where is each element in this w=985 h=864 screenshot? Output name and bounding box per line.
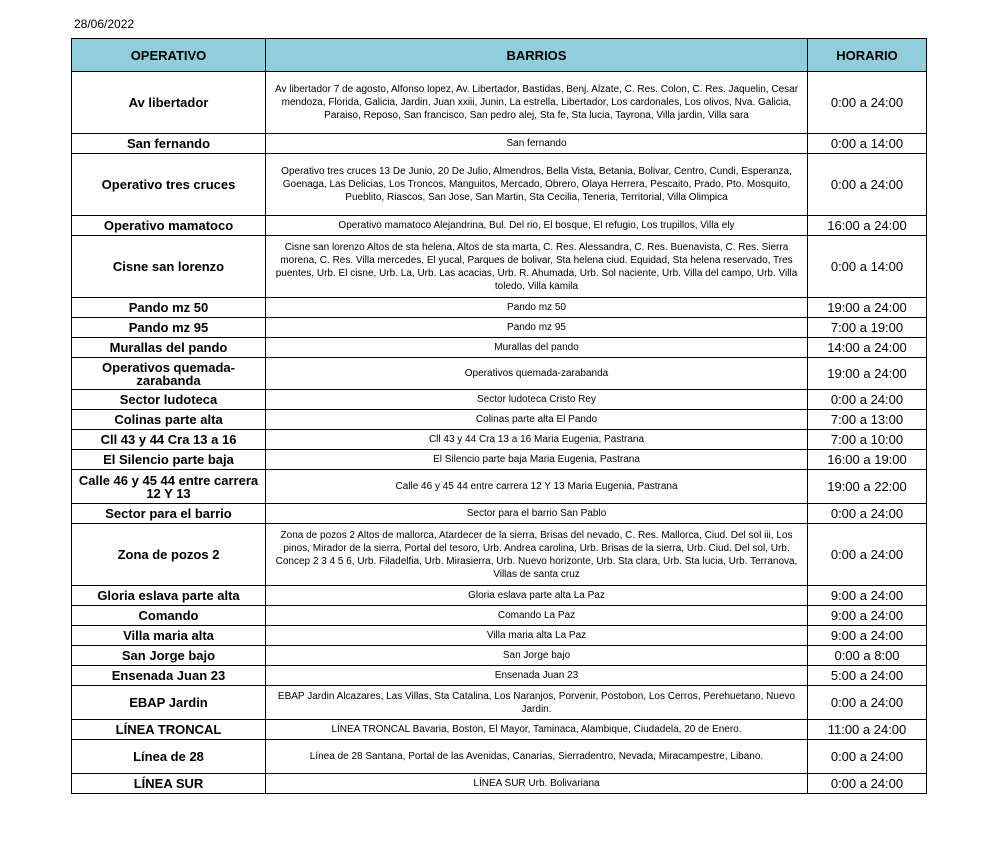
table-row [72, 586, 927, 606]
cell-horario: 16:00 a 19:00 [808, 450, 927, 470]
cell-barrios: Operativo tres cruces 13 De Junio, 20 De Julio, Almendros, Bella Vista, Betania, Bolivar, Centro, Cundi, Esperanza, Goenaga, Las Delicias, Los Troncos, Manguitos, Mercado, Obrero, Olaya Herrera, Pescaito, Prado, Pto. Mosquito, Pueblito, Riascos, San Jose, San Martin, Sta Cecilia, Teneria, Territorial, Villa Olimpica [266, 154, 808, 216]
cell-horario: 9:00 a 24:00 [808, 606, 927, 626]
cell-horario: 0:00 a 8:00 [808, 646, 927, 666]
report-date: 28/06/2022 [74, 17, 135, 31]
table-row [72, 470, 927, 504]
table-row [72, 504, 927, 524]
cell-operativo: LÍNEA TRONCAL [72, 720, 266, 740]
table-row [72, 646, 927, 666]
table-row [72, 390, 927, 410]
table-row [72, 154, 927, 216]
cell-operativo: Murallas del pando [72, 338, 266, 358]
cell-horario: 0:00 a 24:00 [808, 740, 927, 774]
cell-barrios: San fernando [266, 134, 808, 154]
cell-operativo: San Jorge bajo [72, 646, 266, 666]
table-row [72, 430, 927, 450]
cell-barrios: Cisne san lorenzo Altos de sta helena, Altos de sta marta, C. Res. Alessandra, C. Res. Buenavista, C. Res. Sierra morena, C. Res. Villa mercedes, El yucal, Parques de bolivar, Sta helena ciud. Equidad, Sta helena reservado, Tres puentes, Urb. El cisne, Urb. La, Urb. Las acacias, Urb. R. Ahumada, Urb. Sol naciente, Urb. Villa del campo, Urb. Villa toledo, Villa kamila [266, 236, 808, 298]
table-row [72, 134, 927, 154]
table-row [72, 72, 927, 134]
cell-barrios: Comando La Paz [266, 606, 808, 626]
cell-horario: 0:00 a 24:00 [808, 72, 927, 134]
cell-operativo: Línea de 28 [72, 740, 266, 774]
cell-barrios: El Silencio parte baja Maria Eugenia, Pastrana [266, 450, 808, 470]
table-row [72, 216, 927, 236]
cell-horario: 9:00 a 24:00 [808, 626, 927, 646]
cell-operativo: Operativos quemada-zarabanda [72, 358, 266, 390]
cell-operativo: San fernando [72, 134, 266, 154]
table-row [72, 358, 927, 390]
cell-barrios: Pando mz 50 [266, 298, 808, 318]
table-row [72, 318, 927, 338]
table-header [72, 39, 927, 72]
cell-operativo: Cisne san lorenzo [72, 236, 266, 298]
cell-barrios: Ensenada Juan 23 [266, 666, 808, 686]
cell-barrios: EBAP Jardin Alcazares, Las Villas, Sta Catalina, Los Naranjos, Porvenir, Postobon, Los Cerros, Perehuetano, Nuevo Jardin. [266, 686, 808, 720]
cell-horario: 19:00 a 22:00 [808, 470, 927, 504]
table-row [72, 740, 927, 774]
cell-horario: 16:00 a 24:00 [808, 216, 927, 236]
cell-barrios: Villa maria alta La Paz [266, 626, 808, 646]
cell-barrios: Pando mz 95 [266, 318, 808, 338]
cell-operativo: Villa maria alta [72, 626, 266, 646]
cell-horario: 0:00 a 24:00 [808, 390, 927, 410]
cell-operativo: Sector ludoteca [72, 390, 266, 410]
cell-operativo: Cll 43 y 44 Cra 13 a 16 [72, 430, 266, 450]
cell-horario: 0:00 a 14:00 [808, 236, 927, 298]
schedule-table [71, 38, 927, 794]
cell-horario: 11:00 a 24:00 [808, 720, 927, 740]
cell-operativo: Zona de pozos 2 [72, 524, 266, 586]
cell-operativo: Sector para el barrio [72, 504, 266, 524]
cell-operativo: Gloria eslava parte alta [72, 586, 266, 606]
table-row [72, 236, 927, 298]
cell-operativo: Calle 46 y 45 44 entre carrera 12 Y 13 [72, 470, 266, 504]
cell-barrios: Sector para el barrio San Pablo [266, 504, 808, 524]
cell-operativo: EBAP Jardin [72, 686, 266, 720]
cell-barrios: Sector ludoteca Cristo Rey [266, 390, 808, 410]
cell-horario: 19:00 a 24:00 [808, 358, 927, 390]
cell-operativo: Pando mz 50 [72, 298, 266, 318]
cell-operativo: Operativo tres cruces [72, 154, 266, 216]
table-row [72, 338, 927, 358]
table-row [72, 666, 927, 686]
table-row [72, 606, 927, 626]
cell-horario: 0:00 a 24:00 [808, 686, 927, 720]
cell-horario: 19:00 a 24:00 [808, 298, 927, 318]
cell-operativo: Ensenada Juan 23 [72, 666, 266, 686]
cell-barrios: Murallas del pando [266, 338, 808, 358]
table-row [72, 626, 927, 646]
cell-horario: 0:00 a 14:00 [808, 134, 927, 154]
table-row [72, 524, 927, 586]
cell-horario: 14:00 a 24:00 [808, 338, 927, 358]
cell-operativo: Av libertador [72, 72, 266, 134]
header-horario: HORARIO [808, 39, 927, 72]
cell-barrios: Línea de 28 Santana, Portal de las Avenidas, Canarias, Sierradentro, Nevada, Miracampestre, Libano. [266, 740, 808, 774]
cell-operativo: Pando mz 95 [72, 318, 266, 338]
header-row [72, 39, 927, 72]
table-row [72, 720, 927, 740]
table-row [72, 686, 927, 720]
cell-horario: 7:00 a 19:00 [808, 318, 927, 338]
table-row [72, 298, 927, 318]
table-row [72, 450, 927, 470]
table-body [72, 72, 927, 794]
cell-barrios: LÍNEA SUR Urb. Bolivariana [266, 774, 808, 794]
cell-barrios: Colinas parte alta El Pando [266, 410, 808, 430]
cell-barrios: Operativo mamatoco Alejandrina, Bul. Del rio, El bosque, El refugio, Los trupillos, Villa ely [266, 216, 808, 236]
cell-barrios: Operativos quemada-zarabanda [266, 358, 808, 390]
cell-barrios: Av libertador 7 de agosto, Alfonso lopez, Av. Libertador, Bastidas, Benj. Alzate, C. Res. Colon, C. Res. Jaquelin, Cesar mendoza, Florida, Galicia, Jardin, Juan xxiii, Junin, La estrella, Libertador, Los cardonales, Los olivos, Nva. Galicia, Paraiso, Reposo, San francisco, San pedro alej, Sta fe, Sta lucia, Tayrona, Villa jardin, Villa sara [266, 72, 808, 134]
cell-horario: 7:00 a 10:00 [808, 430, 927, 450]
cell-operativo: Operativo mamatoco [72, 216, 266, 236]
header-barrios: BARRIOS [266, 39, 808, 72]
cell-operativo: El Silencio parte baja [72, 450, 266, 470]
cell-barrios: Gloria eslava parte alta La Paz [266, 586, 808, 606]
cell-horario: 9:00 a 24:00 [808, 586, 927, 606]
cell-horario: 0:00 a 24:00 [808, 524, 927, 586]
cell-barrios: LÍNEA TRONCAL Bavaria, Boston, El Mayor, Taminaca, Alambique, Ciudadela, 20 de Enero. [266, 720, 808, 740]
cell-operativo: Comando [72, 606, 266, 626]
cell-operativo: Colinas parte alta [72, 410, 266, 430]
cell-operativo: LÍNEA SUR [72, 774, 266, 794]
cell-barrios: Calle 46 y 45 44 entre carrera 12 Y 13 Maria Eugenia, Pastrana [266, 470, 808, 504]
cell-barrios: San Jorge bajo [266, 646, 808, 666]
table-row [72, 410, 927, 430]
cell-horario: 0:00 a 24:00 [808, 154, 927, 216]
cell-horario: 0:00 a 24:00 [808, 774, 927, 794]
cell-horario: 5:00 a 24:00 [808, 666, 927, 686]
cell-horario: 7:00 a 13:00 [808, 410, 927, 430]
header-operativo: OPERATIVO [72, 39, 266, 72]
cell-barrios: Cll 43 y 44 Cra 13 a 16 Maria Eugenia, Pastrana [266, 430, 808, 450]
cell-barrios: Zona de pozos 2 Altos de mallorca, Atardecer de la sierra, Brisas del nevado, C. Res. Mallorca, Ciud. Del sol iii, Los pinos, Mirador de la sierra, Portal del tesoro, Urb. Andrea carolina, Urb. Brisas de la sierra, Urb. Ciud. Del sol, Urb. Concep 2 3 4 5 6, Urb. Filadelfia, Urb. Mirasierra, Urb. Nuevo horizonte, Urb. Sta clara, Urb. Sta lucia, Urb. Terranova, Villas de santa cruz [266, 524, 808, 586]
table-row [72, 774, 927, 794]
cell-horario: 0:00 a 24:00 [808, 504, 927, 524]
